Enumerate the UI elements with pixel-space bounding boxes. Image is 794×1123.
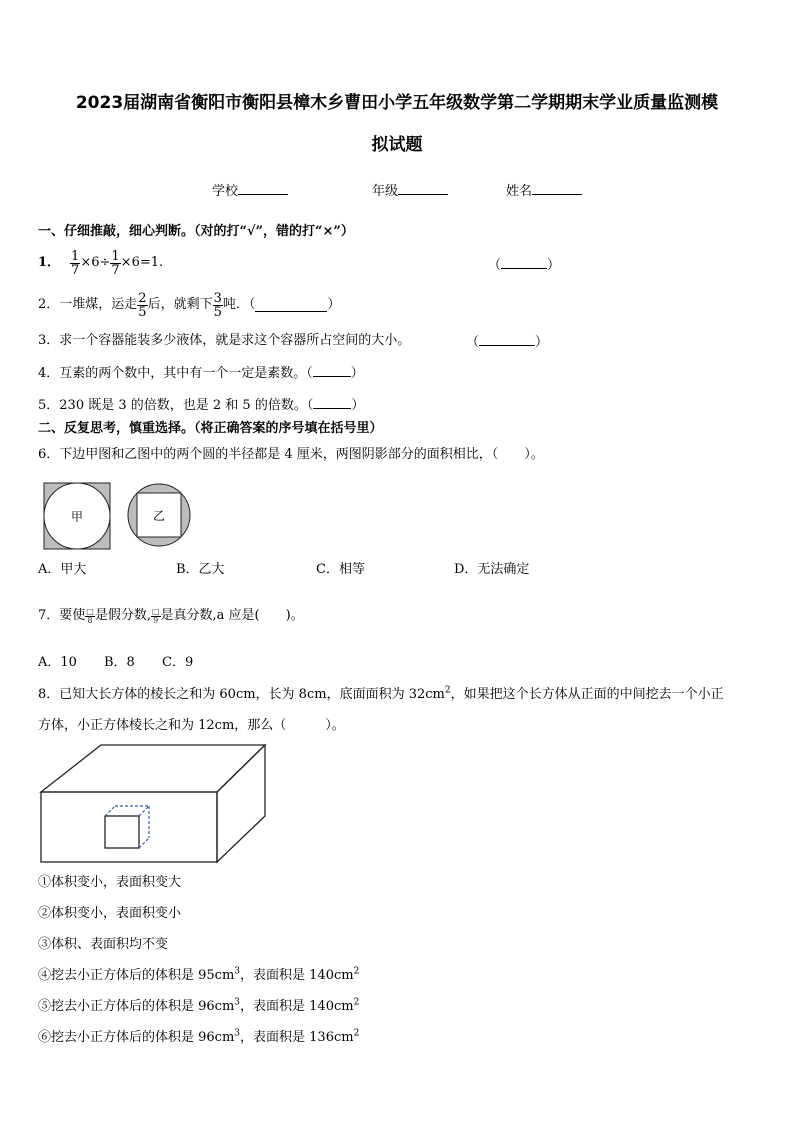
question-8-line-1: 8．已知大长方体的棱长之和为 60cm，长为 8cm，底面面积为 $32cm^2$，如果把这个长方体从正面的中间挖去一个小正	[38, 685, 724, 702]
section-1-heading: 一、仔细推敲，细心判断。（对的打“√”，错的打“×”）	[38, 224, 354, 239]
question-5: 5．230 既是 3 的倍数，也是 2 和 5 的倍数。（ ）	[38, 398, 365, 413]
q8-choice-5[interactable]: ⑤挖去小正方体后的体积是 $96cm^3$，表面积是 $140cm^2$	[38, 997, 360, 1014]
q8-choice-4[interactable]: ④挖去小正方体后的体积是 $95cm^3$，表面积是 $140cm^2$	[38, 966, 360, 983]
q8-choice-6[interactable]: ⑥挖去小正方体后的体积是 $96cm^3$，表面积是 $136cm^2$	[38, 1028, 360, 1045]
question-2: 2． 一堆煤，运走 $\frac{2}{5}$ 后，就剩下 $\frac{3}{5}$ 吨．（ ）	[38, 290, 341, 320]
q1-answer-blank[interactable]	[501, 256, 547, 269]
q7-option-b[interactable]: B．8	[104, 655, 135, 670]
cuboid-front-face	[41, 792, 217, 862]
section-2-heading: 二、反复思考，慎重选择。（将正确答案的序号填在括号里）	[38, 421, 383, 436]
q8-choice-1[interactable]: ①体积变小，表面积变大	[38, 875, 182, 890]
q7-fraction-b: □ 9	[151, 606, 160, 625]
q3-answer-paren: （ ）	[466, 335, 549, 350]
school-label: 学校	[212, 184, 239, 199]
q7-fraction-a: □ 8	[86, 606, 94, 625]
q6-option-b[interactable]: B．乙大	[176, 562, 225, 577]
question-4: 4．互素的两个数中，其中有一个一定是素数。（ ）	[38, 366, 364, 381]
q1-end: ×6=1.	[120, 255, 164, 270]
school-blank[interactable]	[238, 182, 288, 195]
q1-number: 1．	[38, 255, 61, 270]
school-field	[212, 182, 288, 200]
figure-jia	[43, 482, 111, 550]
q2-fraction-b: $\frac{3}{5}$	[213, 290, 222, 320]
q8-choice-3[interactable]: ③体积、表面积均不变	[38, 937, 169, 952]
q2-answer-blank[interactable]	[255, 299, 327, 312]
q6-option-d[interactable]: D．无法确定	[454, 562, 530, 577]
q6-option-c[interactable]: C．相等	[316, 562, 365, 577]
cuboid-side-face	[217, 745, 265, 862]
grade-field	[372, 182, 448, 200]
q8-choice-2[interactable]: ②体积变小，表面积变小	[38, 906, 182, 921]
grade-blank[interactable]	[398, 182, 448, 195]
page-title: 2023届湖南省衡阳市衡阳县樟木乡曹田小学五年级数学第二学期期末学业质量监测模	[75, 93, 719, 113]
q1-fraction-b: $\frac{1}{7}$	[111, 248, 120, 278]
name-blank[interactable]	[532, 182, 582, 195]
cuboid-figure	[38, 742, 270, 866]
question-8-line-2: 方体，小正方体棱长之和为 12cm，那么（ ）。	[38, 718, 345, 733]
q6-option-a[interactable]: A．甲大	[38, 562, 87, 577]
page-title-continued: 拟试题	[371, 135, 423, 155]
figure-yi-label: 乙	[152, 509, 166, 523]
figure-jia-label: 甲	[70, 510, 84, 524]
q1-answer-paren: （ ）	[488, 258, 561, 273]
question-6: 6．下边甲图和乙图中的两个圆的半径都是 4 厘米，两图阴影部分的面积相比，（ ）。	[38, 447, 544, 462]
q5-answer-blank[interactable]	[313, 396, 351, 409]
figure-yi	[127, 483, 191, 547]
question-7: 7．要使 □ 8 是假分数, □ 9 是真分数,a 应是( )。	[38, 606, 304, 625]
grade-label: 年级	[372, 184, 399, 199]
q7-option-a[interactable]: A．10	[38, 655, 77, 670]
q1-mid: ×6÷	[80, 255, 111, 270]
question-3: 3．求一个容器能装多少液体，就是求这个容器所占空间的大小。	[38, 333, 411, 348]
q7-option-c[interactable]: C．9	[162, 655, 194, 670]
q2-fraction-a: $\frac{2}{5}$	[138, 290, 147, 320]
cuboid-top-face	[41, 745, 265, 792]
question-1	[38, 244, 163, 282]
q4-answer-blank[interactable]	[313, 364, 351, 377]
name-field	[506, 182, 582, 200]
q1-fraction-a: $\frac{1}{7}$	[71, 248, 80, 278]
name-label: 姓名	[506, 184, 533, 199]
q3-answer-blank[interactable]	[479, 333, 535, 346]
